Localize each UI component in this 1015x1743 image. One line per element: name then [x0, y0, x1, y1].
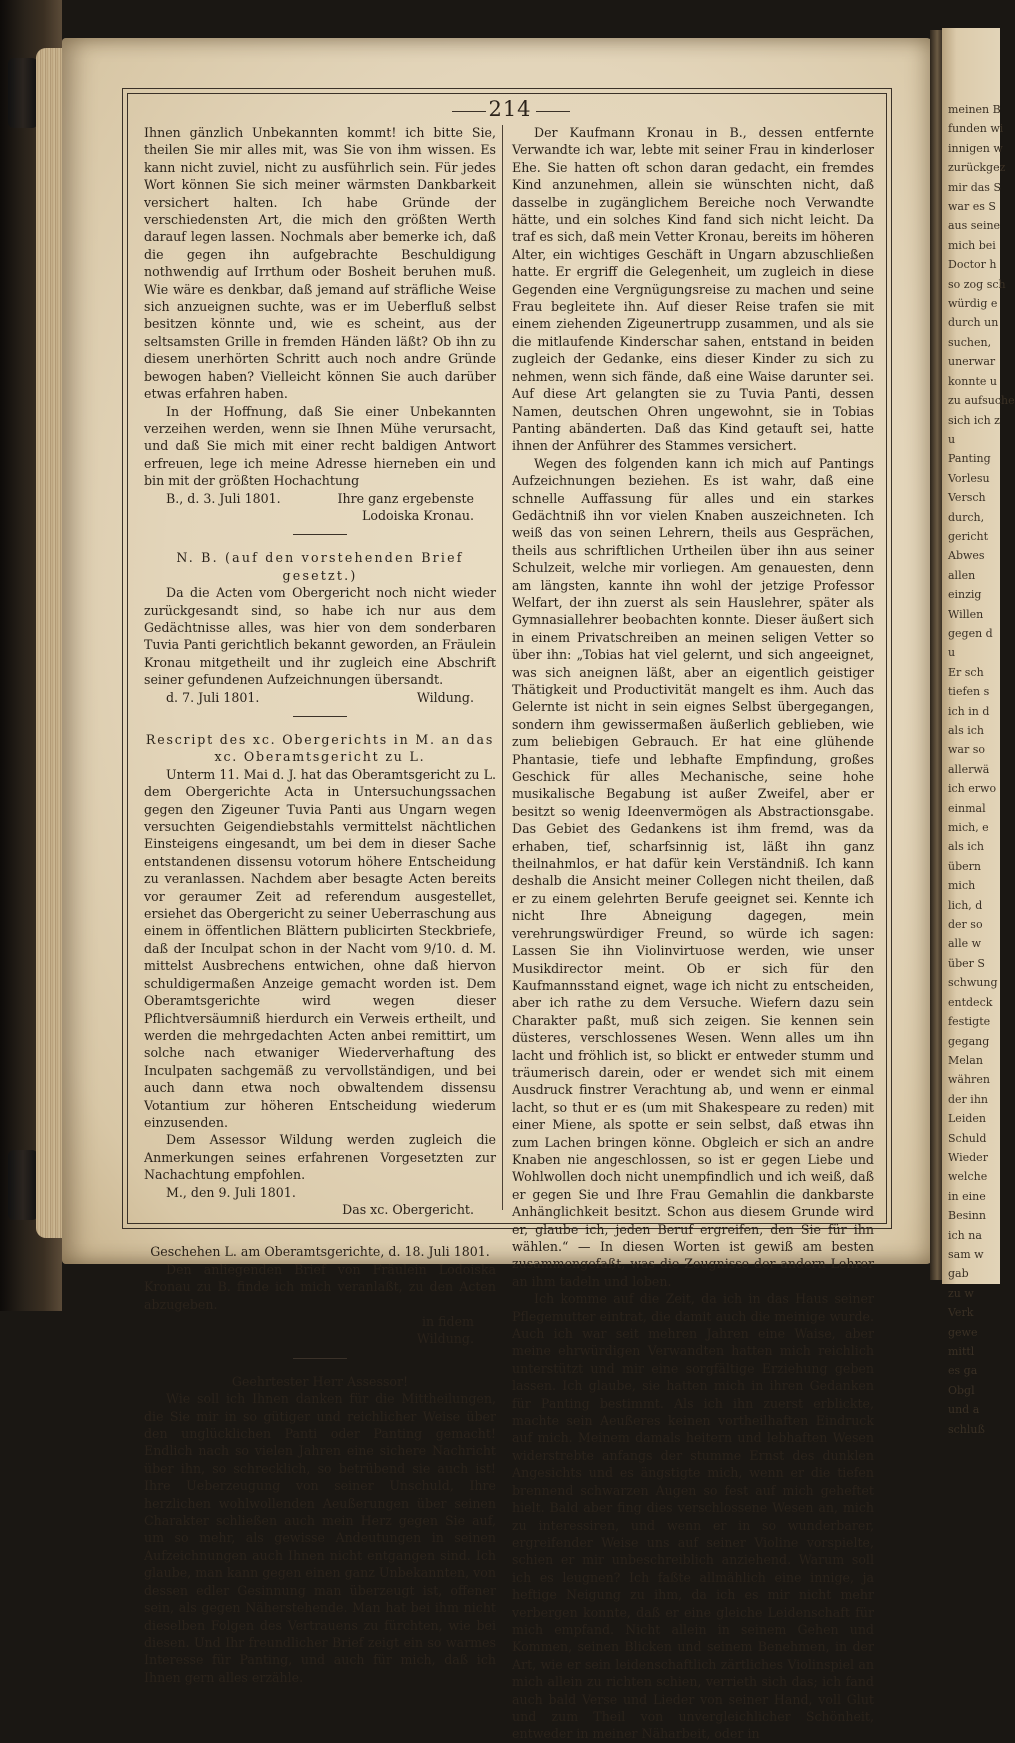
- section-title: Geschehen L. am Oberamtsgerichte, d. 18. Juli 1801.: [150, 1244, 490, 1260]
- next-page-edge: [942, 28, 1015, 1436]
- next-page-line: zu aufsuche: [948, 394, 1015, 408]
- next-page-line: Er sch: [948, 665, 984, 679]
- next-page-line: allen: [948, 568, 976, 582]
- next-page-text: [948, 100, 1015, 1439]
- next-page-line: mittl: [948, 1345, 975, 1358]
- left-column: [144, 124, 496, 1686]
- next-page-line: mich bei: [948, 238, 996, 252]
- paragraph: Ihnen gänzlich Unbekannten kommt! ich bitte Sie, theilen Sie mir alles mit, was Sie von ihm wissen. Es kann nicht zuviel, nicht zu ausführlich sein. Für jedes Wort können Sie sich meiner wärmsten Dankbarkeit versichert halten. Ich habe Gründe der verschiedensten Art, die mich den größten Werth darauf legen lassen. Nochmals aber bemerke ich, daß die gegen ihn aufgebrachte Beschuldigung nothwendig auf Irrthum oder Bosheit beruhen muß. Wie wäre es denkbar, daß jemand auf sträfliche Weise sich anzueignen suchte, was er im Ueberfluß selbst besitzen könnte und, wie es scheint, aus der seltsamsten Grille in fremden Händen läßt? Ob ihn zu diesem unerhörten Schritt auch noch andre Gründe bewogen haben? Vielleicht können Sie auch darüber etwas erfahren haben.: [144, 125, 496, 402]
- next-page-line: lich, d: [948, 898, 983, 912]
- signature-closing: Ihre ganz ergebenste: [337, 490, 474, 506]
- paragraph: Ich komme auf die Zeit, da ich in das Haus seiner Pflegemutter eintrat, die damit auch die meinige wurde. Auch ich war seit mehren Jahren eine Waise, aber meine ehrwürdigen Verwandten hatten mich reichlich unterstützt und mir eine sorgfältige Erziehung geben lassen. Ich glaube, sie hatten mich in ihren Gedanken für Panting bestimmt. Als ich ihn zuerst erblickte, machte sein Aeußeres keinen vortheilhaften Eindruck auf mich. Meinem damals heitern und lebhaften Wesen widerstrebte anfangs der stumme Ernst des dunklen Angesichts und es ängstigte mich, wenn er die tiefen brennend schwarzen Augen so fest auf mich geheftet hielt. Bald aber fing dies verschlossene Wesen an, mich zu interessiren, und wenn er in so wunderbarer, ergreifender Weise uns auf seiner Violine vorspielte, schien er mir unbeschreiblich anziehend. Warum soll ich es leugnen? Ich faßte allmählich eine innige, ja heftige Neigung zu ihm, da ich es mir nicht mehr verbergen konnte, daß er eine gleiche Leidenschaft für mich empfand. Nicht allein in seinem Gehen und Kommen, seinen Blicken und seinem Benehmen, in der Art, wie er sein leidenschaftlich zärtliches Violinspiel an mich allein zu richten schien, verrieth sich das; ich fand auch bald Verse und Lieder von seiner Hand, voll Glut und zum Theil von unvergleichlicher Schönheit, entweder in meiner Näharbeit, oder in: [512, 1291, 874, 1742]
- section-rule: [293, 716, 347, 717]
- next-page-line: Verk: [948, 1306, 974, 1320]
- page-number-rule-right: [536, 111, 570, 112]
- next-page-line: währen: [948, 1073, 990, 1087]
- next-page-line: Willen: [948, 607, 984, 621]
- section-heading: Rescript des xc. Obergerichts in M. an das xc. Oberamtsgericht zu L.: [145, 732, 495, 765]
- next-page-line: sam w: [948, 1247, 984, 1261]
- next-page-line: schluß: [948, 1422, 985, 1436]
- next-page-line: es ga: [948, 1364, 978, 1378]
- next-page-line: tiefen s: [948, 685, 990, 699]
- next-page-line: suchen,: [948, 335, 992, 349]
- paragraph: Der Kaufmann Kronau in B., dessen entfernte Verwandte ich war, lebte mit seiner Frau in kinderloser Ehe. Sie hatten oft schon daran gedacht, ein fremdes Kind anzunehmen, allein sie wünschten nicht, daß dasselbe in zugänglichem Bereiche noch Verwandte hätte, und ein solches Kind fand sich nicht leicht. Da traf es sich, daß mein Vetter Kronau, bereits im höheren Alter, ein wichtiges Geschäft in Ungarn abzuschließen hatte. Er ergriff die Gelegenheit, um zugleich in diese Gegenden eine Vergnügungsreise zu machen und seine Frau begleitete ihn. Auf dieser Reise trafen sie mit einem ziehenden Zigeunertrupp zusammen, und als sie die mitlaufende Kinderschar sahen, entstand in beiden zugleich der Gedanke, eins dieser Kinder zu sich zu nehmen, wenn sich fände, daß eine Waise darunter sei. Auf diese Art gelangten sie zu Tuvia Panti, dessen Namen, deutschen Ohren ungewohnt, sie in Tobias Panting abänderten. Daß das Kind getauft sei, hatte ihnen der Anführer des Stammes versichert.: [512, 125, 874, 454]
- next-page-line: einmal: [948, 801, 986, 815]
- next-page-line: über S: [948, 956, 985, 970]
- section-heading: N. B. (auf den vorstehenden Brief gesetzt.): [176, 550, 464, 583]
- signature-date: d. 7. Juli 1801.: [166, 689, 260, 705]
- next-page-line: gab: [948, 1267, 969, 1281]
- next-page-line: übern: [948, 859, 981, 873]
- next-page-line: ich in d: [948, 704, 990, 718]
- signature-line: [144, 490, 496, 507]
- next-page-line: u: [948, 646, 956, 660]
- next-page-line: gegang: [948, 1034, 990, 1048]
- next-page-line: der ihn: [948, 1092, 988, 1106]
- next-page-line: gericht: [948, 529, 988, 543]
- paragraph: M., den 9. Juli 1801.: [166, 1184, 296, 1200]
- next-page-line: u: [948, 432, 956, 446]
- paragraph: Dem Assessor Wildung werden zugleich die Anmerkungen seines erfahrenen Vorgesetzten zur Nachachtung empfohlen.: [144, 1132, 496, 1183]
- next-page-line: zu w: [948, 1286, 974, 1300]
- book-gutter: [930, 30, 942, 1280]
- signature-name: Das xc. Obergericht.: [342, 1201, 474, 1217]
- next-page-line: entdeck: [948, 995, 993, 1009]
- next-page-line: alle w: [948, 937, 982, 951]
- next-page-line: ich erwo: [948, 782, 997, 796]
- paragraph: Wegen des folgenden kann ich mich auf Pantings Aufzeichnungen beziehen. Es ist wahr, daß eine schnelle Auffassung für alles und ein starkes Gedächtniß ihn vor vielen Knaben auszeichneten. Ich weiß das von seinen Lehrern, theils aus Gesprächen, theils aus schriftlichen Urtheilen über ihn aus seiner Schulzeit, welche mir vorliegen. Am genauesten, denn am längsten, kannte ihn wohl der jetzige Professor Welfart, der ihn zuerst als sein Hauslehrer, später als Gymnasiallehrer beobachten konnte. Dieser äußert sich in einem Privatschreiben an meinen seligen Vetter so über ihn: „Tobias hat viel gelernt, und sich angeeignet, was sich aneignen läßt, aber an eigentlich geistiger Thätigkeit und Productivität mangelt es ihm. Auch das Gelernte ist nicht in sein eignes Selbst übergegangen, sondern ihm gewissermaßen äußerlich geblieben, wie zum beliebigen Gebrauch. Er hat eine glühende Phantasie, tiefe und lebhafte Empfindung, großes Geschick für alles Mechanische, seine hohe musikalische Begabung ist außer Zweifel, aber er besitzt so wenig Ideenvermögen als Abstractionsgabe. Das Gebiet des Gedankens ist ihm fremd, was da erhaben, tief, scharfsinnig ist, läßt ihn ganz theilnahmlos, er hat dafür kein Verständniß. Ich kann deshalb die Ansicht meiner Collegen nicht theilen, daß er zu einem gelehrten Berufe geeignet sei. Kennte ich nicht Ihre Abneigung dagegen, mein verehrungswürdiger Freund, so würde ich sagen: Lassen Sie ihn Violinvirtuose werden, wie unser Musikdirector meint. Ob er sich für den Kaufmannsstand eignet, wage ich nicht zu entscheiden, aber ich rathe zu dem Versuche. Wiefern dazu sein Charakter paßt, muß sich zeigen. Sie kennen sein düsteres, verschlossenes Wesen. Wenn alles um ihn lacht und fröhlich ist, so blickt er entweder stumm und träumerisch darein, oder er wendet sich mit einem Ausdruck finstrer Verachtung ab, und wenn er einmal lacht, so thut er es (um mit Shakespeare zu reden) mit einer Miene, als spotte er sein selbst, daß etwas ihn zum Lachen bringen könne. Obgleich er sich an andre Knaben nie angeschlossen, so ist er gegen Liebe und Wohlwollen doch nicht unempfindlich und ich weiß, daß er gegen Sie und Ihre Frau Gemahlin die dankbarste Anhänglichkeit besitzt. Schon aus diesem Grunde wird er, glaube ich, jeden Beruf ergreifen, den Sie für ihn wählen.“ — In diesen Worten ist gewiß am besten zusammengefaßt, was die Zeugnisse der andern Lehrer an ihm tadeln und loben.: [512, 455, 874, 1289]
- signature-line: [144, 689, 496, 706]
- next-page-line: Panting: [948, 452, 991, 466]
- next-page-line: Schuld: [948, 1131, 987, 1145]
- signature-date: B., d. 3. Juli 1801.: [166, 490, 281, 506]
- next-page-line: innigen w: [948, 141, 1003, 155]
- next-page-line: mir das S: [948, 180, 1001, 194]
- next-page-line: Melan: [948, 1053, 983, 1067]
- next-page-line: festigte: [948, 1015, 991, 1029]
- next-page-line: Versch: [948, 491, 986, 505]
- paragraph: Den anliegenden Brief von Fräulein Lodoiska Kronau zu B. finde ich mich veranlaßt, zu den Acten abzugeben.: [144, 1261, 496, 1312]
- next-page-line: und a: [948, 1403, 980, 1417]
- next-page-line: Obgl: [948, 1383, 975, 1397]
- next-page-line: allerwä: [948, 762, 990, 776]
- next-page-line: war es S: [948, 200, 996, 214]
- next-page-line: durch,: [948, 510, 985, 524]
- spine-band-top: [8, 58, 38, 128]
- next-page-line: gewe: [948, 1325, 978, 1339]
- next-page-line: in eine: [948, 1189, 986, 1203]
- paragraph: Wie soll ich Ihnen danken für die Mittheilungen, die Sie mir in so gütiger und reichlicher Weise über den unglücklichen Panti oder Panting gemacht! Endlich nach so vielen Jahren eine sichere Nachricht über ihn, so schrecklich, so betrübend sie auch ist! Ihre Ueberzeugung von seiner Unschuld, Ihre herzlichen wohlwollenden Aeußerungen über seinen Charakter schließen auch mein Herz gegen Sie auf, um so mehr, als gewisse Andeutungen in seinen Aufzeichnungen auch Ihnen nicht entgangen sind. Ich glaube, man kann gegen einen ganz Unbekannten, von dessen edler Gesinnung man überzeugt ist, offener sein, als gegen Näherstehende. Man hat bei ihm nicht dieselben Folgen des Vertrauens zu fürchten, wie bei diesen. Und Ihr freundlicher Brief zeigt ein so warmes Interesse für Panting, und auch für mich, daß ich Ihnen gern alles erzähle.: [144, 1391, 496, 1685]
- column-divider: [502, 125, 503, 1210]
- paragraph: Unterm 11. Mai d. J. hat das Oberamtsgericht zu L. dem Obergerichte Acta in Untersuchungssachen gegen den Zigeuner Tuvia Panti aus Ungarn wegen versuchten Geigendiebstahls vermittelst nächtlichen Einsteigens eingesandt, um bei dem in dieser Sache entstandenen dissensu votorum höhere Entscheidung zu veranlassen. Nachdem aber besagte Acten bereits vor geraumer Zeit ad referendum ausgestellet, ersiehet das Obergericht zu seiner Ueberraschung aus einem in öffentlichen Blättern publicirten Steckbriefe, daß der Inculpat schon in der Nacht vom 9/10. d. M. mittelst Ausbrechens entwichen, ohne daß hiervon schuldigermaßen Anzeige gemacht worden ist. Dem Oberamtsgerichte wird wegen dieser Pflichtversäumniß hierdurch ein Verweis ertheilt, und werden die mehrgedachten Acten anbei remittirt, um solche nach etwaniger Wiederverhaftung des Inculpaten sachgemäß zu vervollständigen, und bei auch dann etwa noch obwaltendem dissensu Votantium zur höheren Entscheidung wiederum einzusenden.: [144, 766, 496, 1130]
- next-page-line: Abwes: [948, 549, 985, 563]
- paragraph: In der Hoffnung, daß Sie einer Unbekannten verzeihen werden, wenn sie Ihnen Mühe verursacht, und daß Sie mich mit einer recht baldigen Antwort erfreuen, lege ich meine Adresse hierneben ein und bin mit der größten Hochachtung: [144, 403, 496, 489]
- next-page-line: sich ich z: [948, 413, 1000, 427]
- right-column: [512, 124, 874, 1743]
- page-number: 214: [488, 97, 532, 121]
- next-page-line: ich na: [948, 1228, 982, 1242]
- next-page-line: einzig: [948, 588, 982, 602]
- next-page-line: der so: [948, 918, 983, 932]
- next-page-line: zurückgez: [948, 161, 1006, 175]
- next-page-line: unerwar: [948, 355, 996, 369]
- next-page-line: als ich: [948, 840, 984, 854]
- spine-band-bottom: [8, 1150, 38, 1220]
- section-rule: [293, 1228, 347, 1229]
- signature-name: in fidem: [422, 1314, 474, 1329]
- next-page-line: aus seine: [948, 219, 1001, 233]
- next-page-line: war so: [948, 743, 985, 757]
- signature-closing: Wildung.: [416, 689, 474, 705]
- next-page-line: Doctor h: [948, 258, 997, 272]
- signature-name: Lodoiska Kronau.: [362, 507, 474, 523]
- next-page-line: Leiden: [948, 1112, 986, 1126]
- next-page-line: funden wi: [948, 122, 1004, 136]
- next-page-line: würdig e: [948, 297, 998, 311]
- next-page-line: mich: [948, 879, 976, 893]
- section-title: Geehrtester Herr Assessor!: [231, 1373, 409, 1389]
- next-page-line: Wieder: [948, 1150, 988, 1164]
- paragraph: Da die Acten vom Obergericht noch nicht wieder zurückgesandt sind, so habe ich nur aus dem Gedächtnisse alles, was hier von dem sonderbaren Tuvia Panti gerichtlich bekannt geworden, an Fräulein Kronau mitgetheilt und ihr zugleich eine Abschrift seiner gefundenen Aufzeichnungen übersandt.: [144, 585, 496, 688]
- next-page-line: mich, e: [948, 821, 989, 835]
- next-page-line: welche: [948, 1170, 988, 1184]
- next-page-line: schwung: [948, 976, 998, 990]
- next-page-line: als ich: [948, 724, 984, 737]
- next-page-line: konnte u: [948, 374, 997, 388]
- section-rule: [293, 1358, 347, 1359]
- next-page-line: meinen B: [948, 103, 1001, 116]
- next-page-line: Vorlesu: [948, 471, 990, 485]
- next-page-line: durch un: [948, 316, 999, 330]
- next-page-line: Besinn: [948, 1209, 986, 1223]
- section-rule: [293, 534, 347, 535]
- next-page-line: gegen d: [948, 626, 993, 640]
- signature-name: Wildung.: [416, 1331, 474, 1347]
- next-page-line: so zog sch: [948, 277, 1006, 291]
